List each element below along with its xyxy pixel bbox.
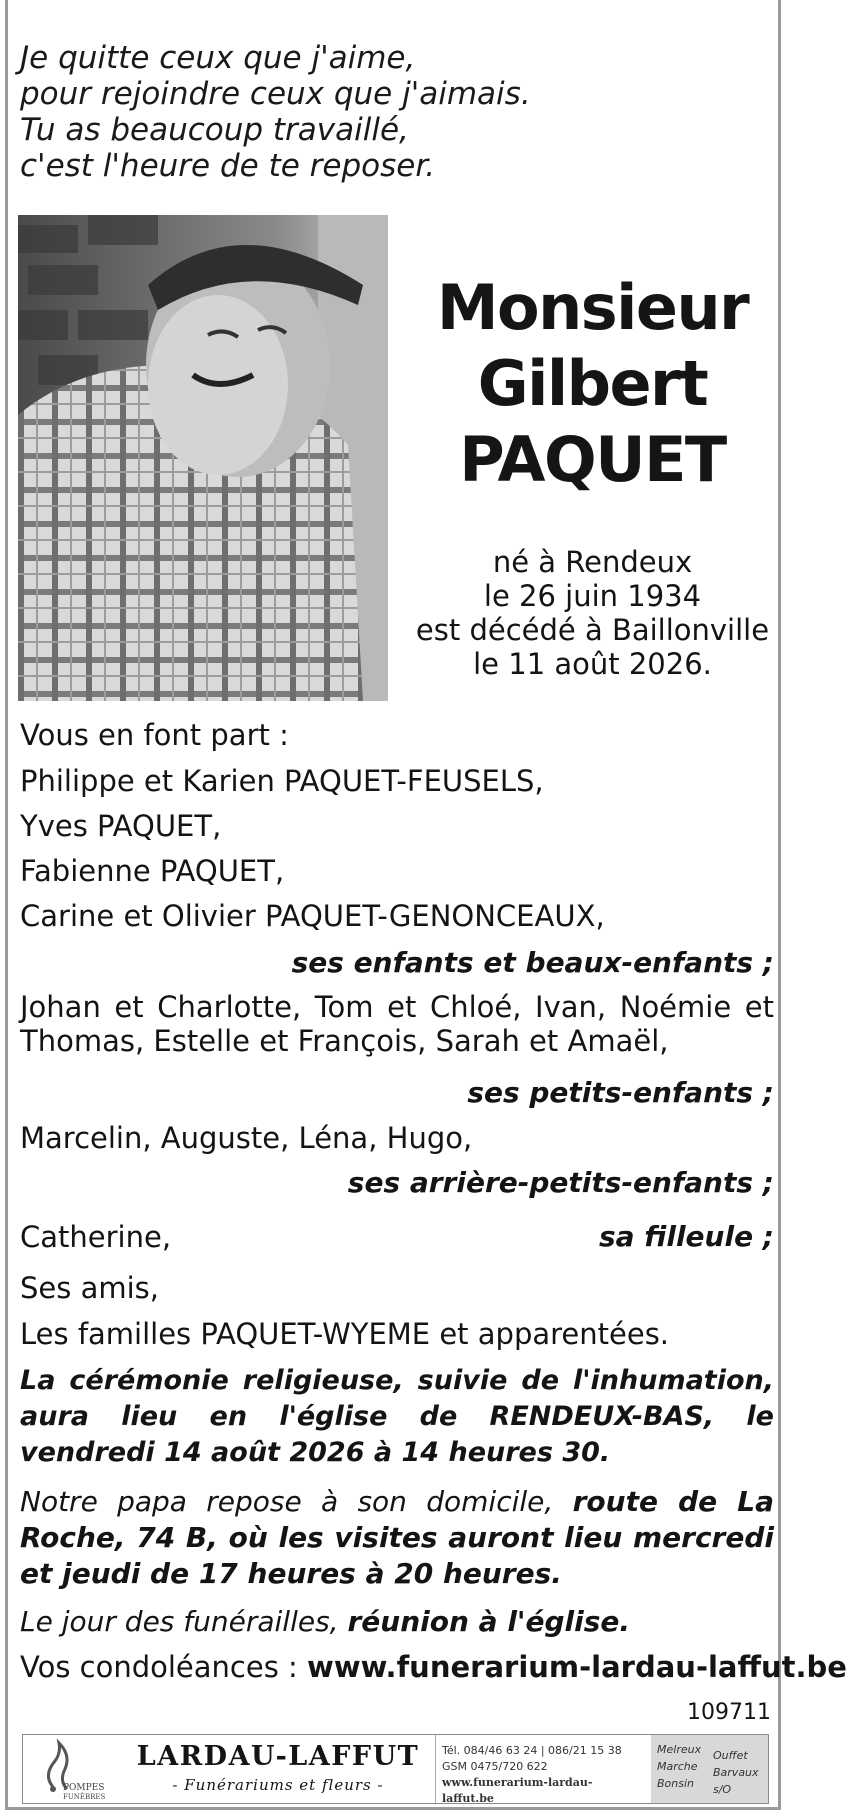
location-item: Marche — [657, 1760, 698, 1773]
portrait-photo — [18, 215, 388, 701]
born-line: le 11 août 2026. — [473, 647, 712, 681]
funeral-home-logo — [23, 1735, 123, 1803]
poem-line: Je quitte ceux que j'aime, — [20, 40, 416, 76]
location-item: Melreux — [657, 1743, 702, 1756]
condolences-prefix: Vos condoléances : — [20, 1650, 298, 1684]
goddaughter-label: sa filleule ; — [599, 1220, 774, 1253]
child-line: Philippe et Karien PAQUET-FEUSELS, — [20, 764, 544, 798]
goddaughter-name: Catherine, — [20, 1220, 172, 1254]
funeral-day-line — [20, 1605, 775, 1639]
announce-intro: Vous en font part : — [20, 718, 289, 752]
born-line: est décédé à Baillonville — [415, 613, 770, 647]
logo-text-1: POMPES — [63, 1783, 105, 1793]
child-line: Fabienne PAQUET, — [20, 854, 285, 888]
contact-gsm: GSM 0475/720 622 — [442, 1760, 548, 1773]
funeral-home-contact — [435, 1735, 650, 1803]
grandchildren-label: ses petits-enfants ; — [467, 1076, 774, 1109]
funeral-home-brand — [123, 1735, 433, 1803]
logo-text-2: FUNÈBRES — [63, 1793, 106, 1801]
name-first: Gilbert — [477, 347, 708, 420]
poem-line: Tu as beaucoup travaillé, — [20, 112, 409, 148]
born-line: né à Rendeux — [492, 545, 693, 579]
poem-line: c'est l'heure de te reposer. — [20, 148, 436, 184]
rest-prefix: Notre papa repose à son domicile, — [20, 1485, 554, 1518]
funeral-home-footer — [22, 1734, 769, 1804]
great-grandchildren-names: Marcelin, Auguste, Léna, Hugo, — [20, 1121, 473, 1155]
deceased-name — [400, 270, 785, 498]
rest-paragraph — [20, 1484, 774, 1592]
funeral-day-meeting: réunion à l'église. — [347, 1605, 631, 1638]
location-item: Bonsin — [657, 1777, 695, 1790]
funeral-home-locations — [651, 1735, 768, 1803]
condolences-line — [20, 1650, 847, 1684]
brand-name: LARDAU-LAFFUT — [136, 1741, 420, 1772]
born-line: le 26 juin 1934 — [483, 579, 702, 613]
rest-address: route de La Roche, 74 B, où les visites auront lieu mercredi et jeudi de 17 heures à 20 heures. — [20, 1485, 775, 1590]
reference-number: 109711 — [687, 1700, 771, 1725]
location-item: Barvaux s/O — [713, 1766, 759, 1796]
children-label: ses enfants et beaux-enfants ; — [291, 946, 774, 979]
great-grandchildren-label: ses arrière-petits-enfants ; — [347, 1166, 774, 1199]
friends-line: Ses amis, — [20, 1271, 159, 1305]
location-item: Ouffet — [713, 1749, 748, 1762]
child-line: Yves PAQUET, — [20, 809, 222, 843]
funeral-day-prefix: Le jour des funérailles, — [20, 1605, 339, 1638]
birth-death-info — [400, 545, 785, 681]
condolences-website[interactable]: www.funerarium-lardau-laffut.be — [307, 1650, 847, 1684]
contact-website[interactable]: www.funerarium-lardau-laffut.be — [442, 1776, 593, 1805]
contact-phone: Tél. 084/46 63 24 | 086/21 15 38 — [442, 1744, 622, 1757]
name-title: Monsieur — [436, 271, 749, 344]
name-last: PAQUET — [459, 423, 726, 496]
families-line: Les familles PAQUET-WYEME et apparentées. — [20, 1317, 670, 1351]
poem — [20, 40, 540, 184]
brand-tagline: - Funérariums et fleurs - — [172, 1776, 384, 1794]
grandchildren-names: Johan et Charlotte, Tom et Chloé, Ivan, Noémie et Thomas, Estelle et François, Sarah et Amaël, — [20, 990, 774, 1058]
child-line: Carine et Olivier PAQUET-GENONCEAUX, — [20, 899, 605, 933]
ceremony-text: La cérémonie religieuse, suivie de l'inhumation, aura lieu en l'église de RENDEUX-BAS, le vendredi 14 août 2026 à 14 heures 30. — [20, 1365, 774, 1468]
poem-line: pour rejoindre ceux que j'aimais. — [20, 76, 531, 112]
